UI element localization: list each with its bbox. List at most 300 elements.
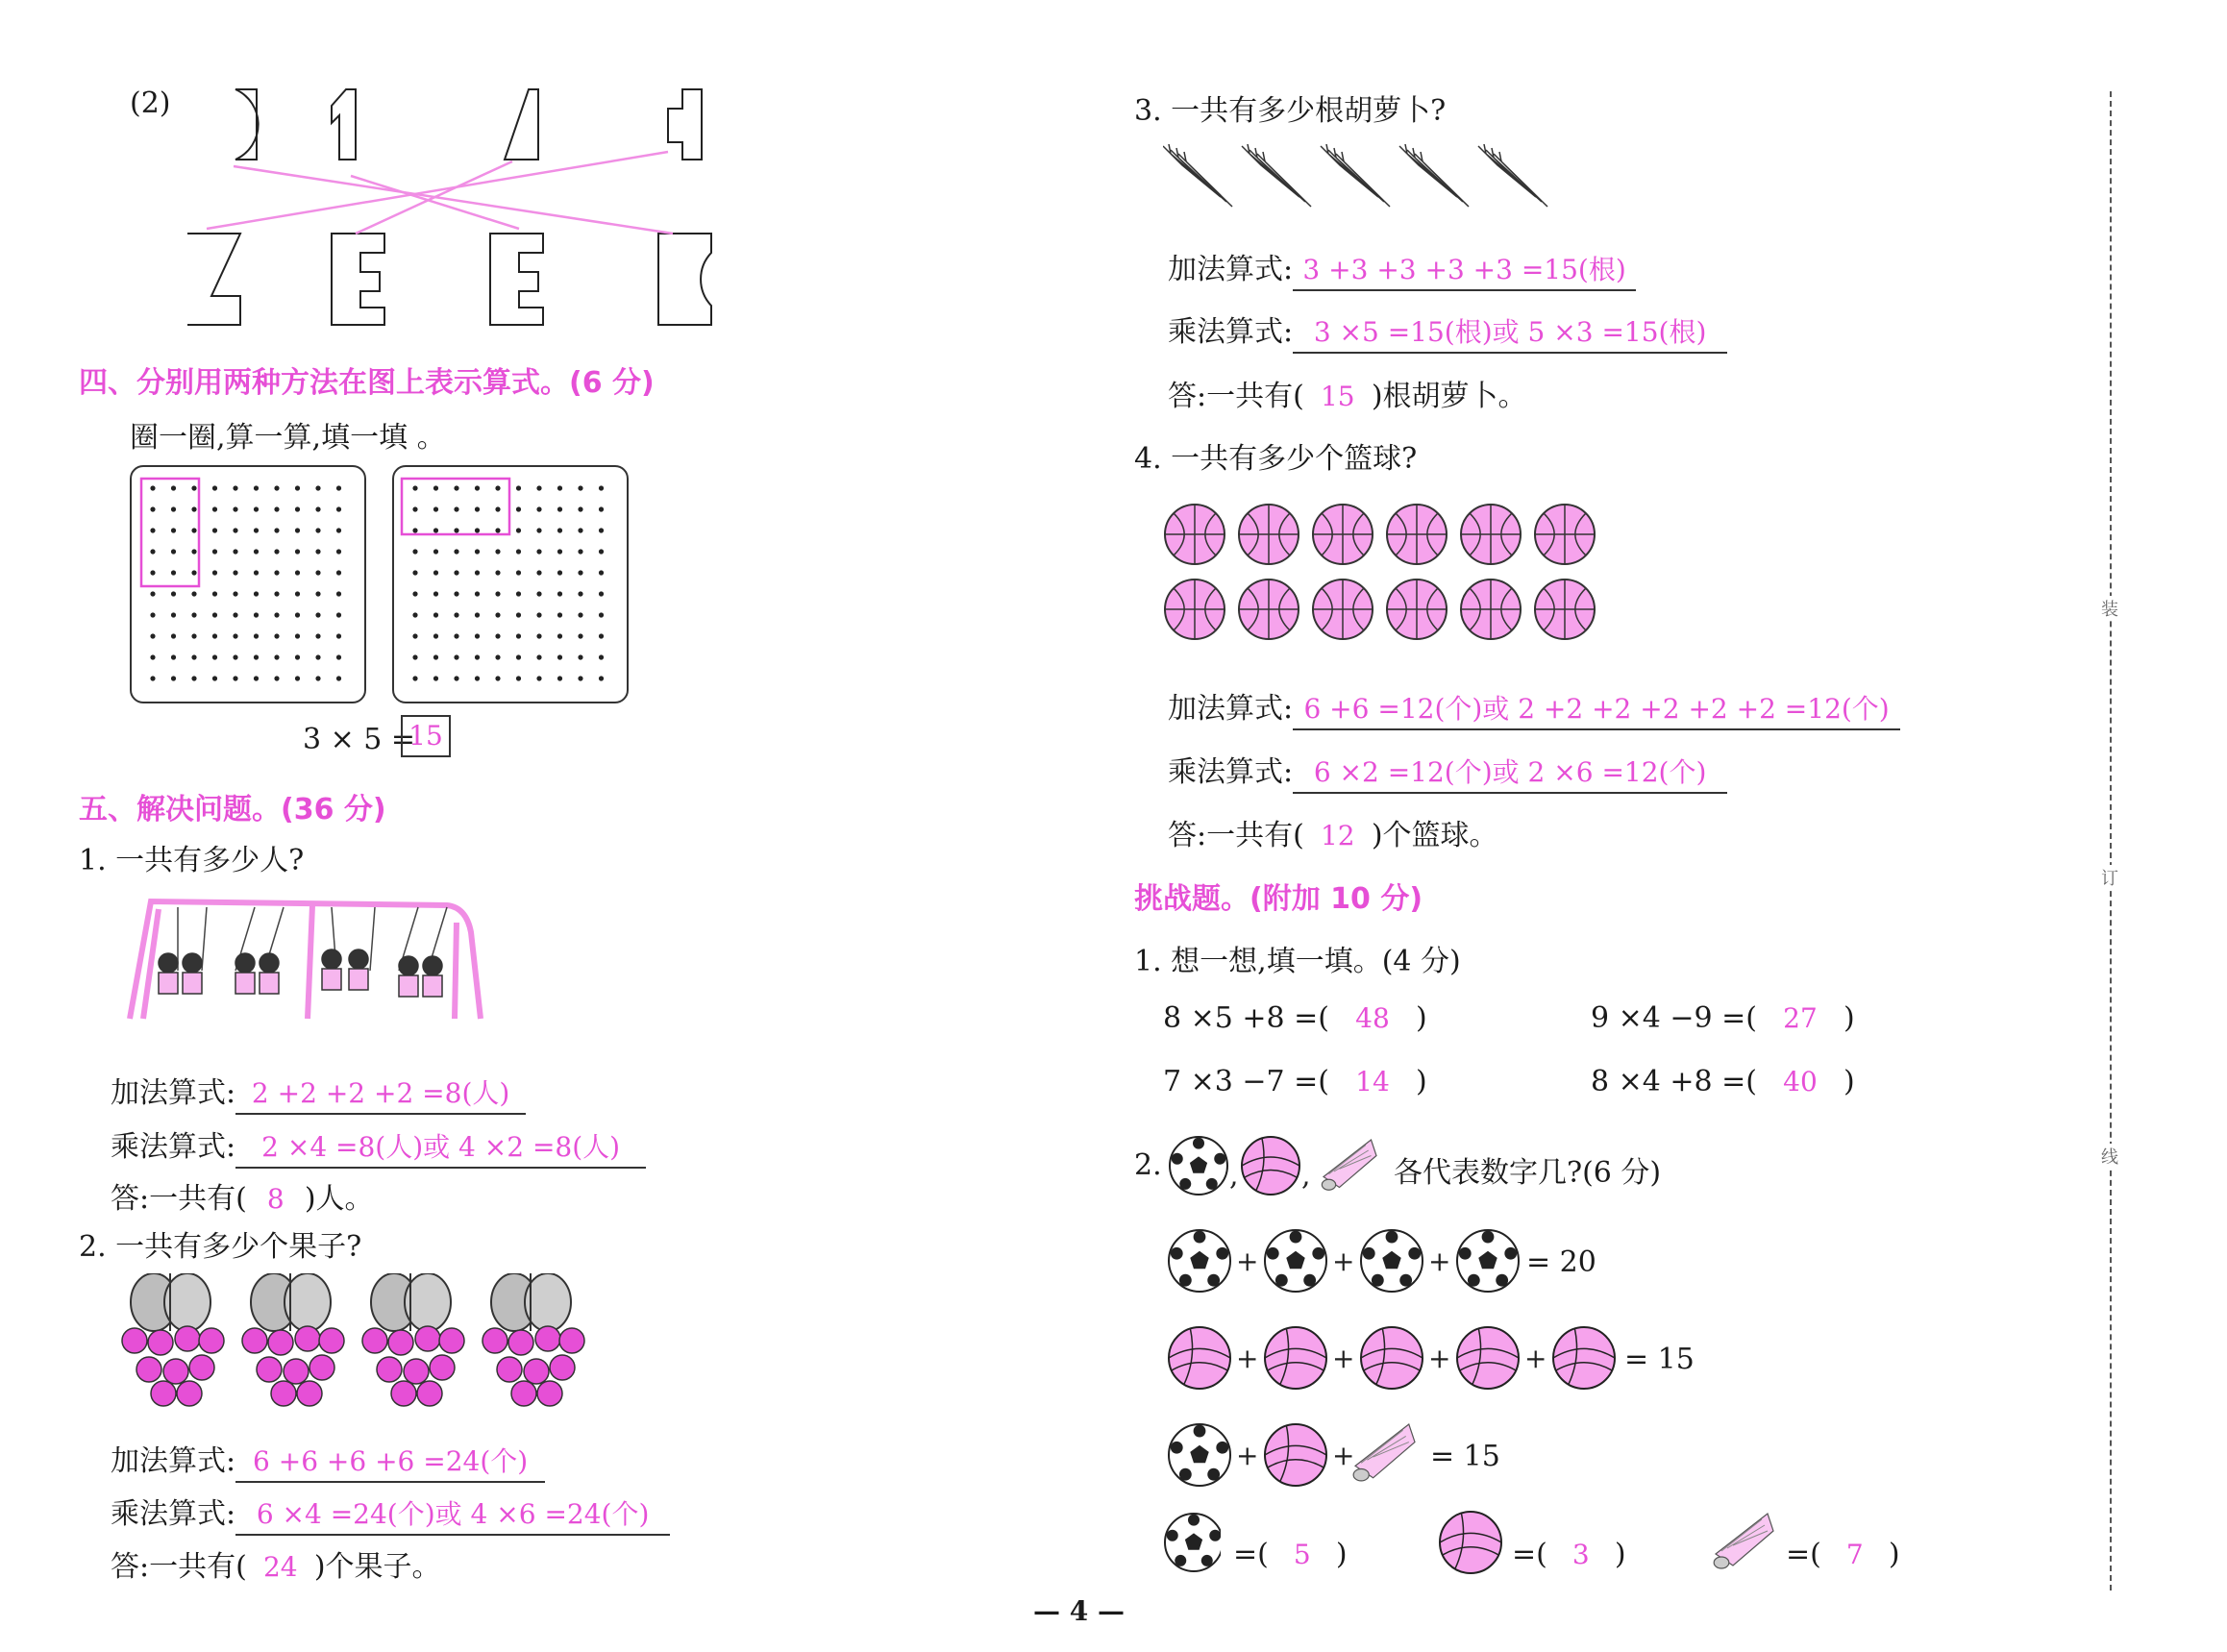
fruit (189, 1355, 214, 1380)
q4-mul-row (1168, 748, 1727, 794)
q4-mul-answer[interactable]: 6 ×2 =12(个)或 2 ×6 =12(个) (1293, 752, 1727, 794)
grid-dot (295, 676, 300, 680)
q2-add-answer[interactable]: 6 +6 +6 +6 =24(个) (235, 1441, 545, 1483)
grid-dot (433, 633, 438, 638)
soccer-eq: =( (1233, 1538, 1269, 1571)
grid-dot (150, 549, 155, 554)
grid-dot (212, 506, 217, 511)
grid-dot (578, 528, 582, 532)
fruit (497, 1357, 522, 1382)
grid-dot (412, 612, 417, 617)
basketball (1461, 505, 1521, 564)
svg-text:,: , (1229, 1159, 1239, 1193)
grid-dot (433, 506, 438, 511)
grid-dot (412, 591, 417, 596)
fruit (537, 1381, 562, 1406)
grid-dot (171, 633, 176, 638)
grid-dot (150, 506, 155, 511)
volleyball-answer-icon (1437, 1509, 1504, 1576)
dots-left (132, 467, 364, 702)
grid-dot (315, 549, 320, 554)
grid-dot (171, 654, 176, 659)
grid-dot (336, 654, 341, 659)
grid-dot (150, 570, 155, 575)
c1-item-3 (1163, 1065, 1427, 1098)
c1-item-1-expr: 8 ×5 +8 =( (1163, 1001, 1329, 1035)
grid-dot (475, 612, 480, 617)
q1-add-row (111, 1069, 526, 1115)
circle-highlight-left (141, 479, 199, 586)
grid-dot (495, 633, 500, 638)
grid-dot (536, 591, 541, 596)
grid-dot (212, 676, 217, 680)
grid-dot (233, 612, 237, 617)
shuttlecock-answer[interactable]: 7 (1845, 1539, 1864, 1570)
grid-dot (578, 570, 582, 575)
grid-dot (191, 506, 196, 511)
grid-dot (475, 676, 480, 680)
plus-sign: + (1332, 1440, 1355, 1471)
fruit (175, 1326, 200, 1351)
grid-dot (295, 485, 300, 490)
grid-dot (212, 612, 217, 617)
grid-dot (516, 506, 521, 511)
grid-dot (454, 485, 458, 490)
fruit (415, 1326, 440, 1351)
challenge1-question: 1. 想一想,填一填。(4 分) (1134, 945, 1461, 978)
soccer-ball (1165, 1514, 1221, 1571)
grid-dot (274, 485, 279, 490)
grid-dot (295, 591, 300, 596)
grid-dot (274, 591, 279, 596)
grid-dot (433, 528, 438, 532)
fruit (199, 1328, 224, 1353)
grid-dot (233, 591, 237, 596)
grid-dot (475, 591, 480, 596)
shuttlecock (1353, 1424, 1415, 1481)
grid-dot (557, 633, 562, 638)
grid-dot (254, 591, 259, 596)
grid-dot (274, 633, 279, 638)
grid-dot (475, 654, 480, 659)
c1-item-4 (1591, 1065, 1855, 1098)
section4-answer-box[interactable]: 15 (401, 715, 451, 757)
volleyball (1553, 1327, 1615, 1389)
grid-dot (516, 591, 521, 596)
grid-dot (336, 528, 341, 532)
basketball (1313, 505, 1373, 564)
q4-ans-prefix: 答:一共有( (1168, 819, 1304, 852)
plus-sign: + (1524, 1343, 1547, 1374)
grid-dot (433, 485, 438, 490)
plus-sign: + (1332, 1343, 1355, 1374)
c1-item-2 (1591, 1001, 1855, 1035)
c1-item-4-expr: 8 ×4 +8 =( (1591, 1065, 1757, 1098)
grid-dot (171, 676, 176, 680)
grid-dot (599, 528, 604, 532)
grid-dot (599, 676, 604, 680)
shuttlecock-answer-row (1786, 1538, 1900, 1571)
grid-dot (336, 612, 341, 617)
q2-question: 2. 一共有多少个果子? (79, 1230, 362, 1264)
q4-ans-value[interactable]: 12 (1320, 820, 1355, 851)
grid-dot (536, 549, 541, 554)
grid-dot (412, 654, 417, 659)
grid-dot (212, 528, 217, 532)
grid-dot (412, 549, 417, 554)
grid-dot (599, 485, 604, 490)
grid-dot (599, 633, 604, 638)
grid-dot (412, 528, 417, 532)
grid-dot (315, 591, 320, 596)
svg-text:,: , (1301, 1159, 1311, 1193)
q3-question: 3. 一共有多少根胡萝卜? (1134, 94, 1447, 128)
challenge-title: 挑战题。(附加 10 分) (1134, 882, 1423, 916)
section4-title: 四、分别用两种方法在图上表示算式。(6 分) (79, 366, 655, 400)
carrot-bundle (1321, 144, 1390, 207)
grid-dot (433, 676, 438, 680)
fruit-bunch (483, 1273, 584, 1406)
grid-dot (495, 485, 500, 490)
soccer-ball (1170, 1137, 1227, 1195)
grid-dot (336, 485, 341, 490)
grid-dot (150, 676, 155, 680)
q3-ans-value[interactable]: 15 (1320, 381, 1355, 412)
binding-mark-3: 线 (2101, 1144, 2118, 1169)
basketballs-illustration (1163, 498, 1615, 647)
grid-dot (254, 676, 259, 680)
grid-dot (233, 633, 237, 638)
fruit (417, 1381, 442, 1406)
volleyball (1169, 1327, 1230, 1389)
grid-dot (171, 570, 176, 575)
fruit-bunch (122, 1273, 224, 1406)
grid-dot (536, 654, 541, 659)
fruit (483, 1328, 507, 1353)
basketball (1239, 579, 1299, 639)
grid-dot (454, 506, 458, 511)
fruit (295, 1326, 320, 1351)
grid-dot (171, 528, 176, 532)
grid-dot (433, 549, 438, 554)
fruit (508, 1330, 533, 1355)
grid-dot (516, 528, 521, 532)
grid-dot (233, 676, 237, 680)
c1-item-4-answer[interactable]: 40 (1783, 1066, 1818, 1097)
fruit (362, 1328, 387, 1353)
q3-answer-row (1168, 372, 1527, 414)
basketball (1165, 579, 1225, 639)
basketball (1165, 505, 1225, 564)
basketball (1535, 505, 1595, 564)
section4-equation: 3 × 5 = (303, 723, 416, 756)
grid-dot (191, 633, 196, 638)
q3-mul-label: 乘法算式: (1168, 315, 1294, 349)
grid-dot (536, 506, 541, 511)
grid-dot (254, 485, 259, 490)
grid-dot (150, 633, 155, 638)
fruit (559, 1328, 584, 1353)
plus-sign: + (1236, 1440, 1259, 1471)
q3-mul-answer[interactable]: 3 ×5 =15(根)或 5 ×3 =15(根) (1293, 311, 1727, 354)
fruit (524, 1359, 549, 1384)
grid-dot (599, 506, 604, 511)
q1-ans-value[interactable]: 8 (266, 1183, 285, 1215)
soccer-ball (1457, 1230, 1519, 1292)
grid-dot (599, 654, 604, 659)
grid-dot (475, 570, 480, 575)
fruit (177, 1381, 202, 1406)
c1-item-2-answer[interactable]: 27 (1783, 1002, 1818, 1034)
grid-dot (557, 485, 562, 490)
grid-dot (315, 654, 320, 659)
grid-dot (557, 549, 562, 554)
c1-item-3-close: ) (1415, 1065, 1427, 1098)
grid-dot (171, 612, 176, 617)
volleyball (1440, 1512, 1501, 1573)
c2-prefix: 2. (1134, 1148, 1162, 1182)
grid-dot (191, 570, 196, 575)
fruit (297, 1381, 322, 1406)
grid-dot (578, 676, 582, 680)
c1-item-3-answer[interactable]: 14 (1355, 1066, 1390, 1097)
grid-dot (295, 633, 300, 638)
volleyball-answer[interactable]: 3 (1571, 1539, 1590, 1570)
carrot-bundle (1399, 144, 1469, 207)
shuttlecock (1714, 1514, 1773, 1568)
grid-dot (516, 549, 521, 554)
grid-dot (254, 633, 259, 638)
grid-dot (254, 654, 259, 659)
fruit (388, 1330, 413, 1355)
grid-dot (295, 612, 300, 617)
q4-add-label: 加法算式: (1168, 692, 1294, 726)
grid-dot (454, 654, 458, 659)
grid-dot (315, 612, 320, 617)
grid-dot (412, 506, 417, 511)
grid-dot (495, 654, 500, 659)
grid-dot (295, 528, 300, 532)
q2-ans-suffix: )个果子。 (313, 1550, 441, 1584)
grid-dot (171, 485, 176, 490)
fruit (136, 1357, 161, 1382)
grid-dot (191, 612, 196, 617)
grid-dot (336, 591, 341, 596)
grid-dot (578, 506, 582, 511)
dots-right (394, 467, 627, 702)
grid-dot (336, 506, 341, 511)
grid-dot (171, 549, 176, 554)
bottom-piece-2 (332, 234, 384, 325)
basketball (1387, 505, 1447, 564)
grid-dot (171, 506, 176, 511)
dot-grid-left (130, 465, 366, 703)
grid-dot (599, 612, 604, 617)
grid-dot (191, 528, 196, 532)
grid-dot (578, 549, 582, 554)
grid-dot (495, 676, 500, 680)
q3-mul-row (1168, 308, 1727, 354)
grid-dot (233, 506, 237, 511)
grid-dot (233, 654, 237, 659)
plus-sign: + (1428, 1343, 1451, 1374)
grid-dot (315, 485, 320, 490)
shuttle-close: ) (1888, 1538, 1900, 1571)
c1-item-1-close: ) (1415, 1001, 1427, 1035)
c1-item-2-expr: 9 ×4 −9 =( (1591, 1001, 1757, 1035)
q1-mul-row (111, 1122, 646, 1169)
grid-dot (150, 612, 155, 617)
grid-dot (315, 528, 320, 532)
c1-item-1-answer[interactable]: 48 (1355, 1002, 1390, 1034)
grid-dot (536, 612, 541, 617)
grid-dot (475, 549, 480, 554)
fruit (319, 1328, 344, 1353)
shape-matching-figure (187, 85, 726, 339)
grid-dot (578, 654, 582, 659)
fruit-bunches-illustration (111, 1273, 591, 1418)
grid-dot (454, 612, 458, 617)
c2-eq3-result: = 15 (1430, 1440, 1500, 1473)
q2-add-row (111, 1437, 545, 1483)
grid-dot (516, 676, 521, 680)
grid-dot (336, 633, 341, 638)
bottom-piece-1 (187, 234, 240, 325)
c2-eq2-result: = 15 (1624, 1343, 1695, 1376)
soccer-ball (1169, 1230, 1230, 1292)
fruit (163, 1359, 188, 1384)
soccer-ball (1361, 1230, 1423, 1292)
grid-dot (536, 570, 541, 575)
c2-header-icons (1165, 1132, 1386, 1199)
match-label: (2) (130, 86, 171, 120)
fruit (271, 1381, 296, 1406)
grid-dot (315, 633, 320, 638)
carrot-bundles-illustration (1163, 144, 1567, 216)
plus-sign: + (1236, 1245, 1259, 1277)
grid-dot (433, 612, 438, 617)
grid-dot (295, 549, 300, 554)
q1-question: 1. 一共有多少人? (79, 844, 305, 877)
plus-sign: + (1428, 1245, 1451, 1277)
grid-dot (516, 633, 521, 638)
dot-grid-right (392, 465, 629, 703)
q4-mul-label: 乘法算式: (1168, 755, 1294, 789)
q1-add-label: 加法算式: (111, 1076, 236, 1110)
grid-dot (412, 676, 417, 680)
shuttle-eq: =( (1786, 1538, 1821, 1571)
grid-dot (336, 549, 341, 554)
shuttlecock-answer-icon (1711, 1509, 1788, 1576)
grid-dot (233, 485, 237, 490)
grid-dot (233, 528, 237, 532)
grid-dot (295, 654, 300, 659)
q4-answer-row (1168, 811, 1498, 853)
q2-mul-answer[interactable]: 6 ×4 =24(个)或 4 ×6 =24(个) (235, 1493, 670, 1536)
section4-instruction: 圈一圈,算一算,填一填 。 (130, 421, 446, 455)
q4-ans-suffix: )个篮球。 (1371, 819, 1498, 852)
binding-mark-1: 装 (2101, 596, 2118, 621)
grid-dot (557, 570, 562, 575)
q1-mul-answer[interactable]: 2 ×4 =8(人)或 4 ×2 =8(人) (235, 1126, 646, 1169)
swing-set-illustration (120, 894, 529, 1023)
grid-dot (191, 485, 196, 490)
grid-dot (254, 549, 259, 554)
fruit (430, 1355, 455, 1380)
soccer-ball-answer-icon (1163, 1509, 1221, 1576)
soccer-ball (1169, 1424, 1230, 1486)
bottom-piece-4 (658, 234, 711, 325)
c1-item-4-close: ) (1843, 1065, 1855, 1098)
grid-dot (212, 485, 217, 490)
fruit (268, 1330, 293, 1355)
grid-dot (495, 549, 500, 554)
fruit (242, 1328, 267, 1353)
q4-question: 4. 一共有多少个篮球? (1134, 442, 1418, 476)
grid-dot (254, 528, 259, 532)
c1-item-1 (1163, 1001, 1427, 1035)
top-piece-4 (668, 89, 702, 160)
carrot-bundle (1478, 144, 1547, 207)
grid-dot (433, 654, 438, 659)
grid-dot (412, 570, 417, 575)
volleyball (1242, 1137, 1299, 1195)
q1-add-answer[interactable]: 2 +2 +2 +2 =8(人) (235, 1073, 526, 1115)
grid-dot (495, 570, 500, 575)
grid-dot (274, 612, 279, 617)
q2-add-label: 加法算式: (111, 1444, 236, 1478)
grid-dot (336, 676, 341, 680)
grid-dot (557, 612, 562, 617)
soccer-answer[interactable]: 5 (1293, 1539, 1311, 1570)
grid-dot (412, 485, 417, 490)
page-number: — 4 — (1033, 1595, 1125, 1627)
q4-add-answer[interactable]: 6 +6 =12(个)或 2 +2 +2 +2 +2 +2 =12(个) (1293, 688, 1900, 730)
grid-dot (150, 591, 155, 596)
grid-dot (495, 506, 500, 511)
grid-dot (233, 549, 237, 554)
grid-dot (475, 485, 480, 490)
grid-dot (516, 570, 521, 575)
q2-ans-value[interactable]: 24 (262, 1551, 298, 1583)
plus-sign: + (1236, 1343, 1259, 1374)
q1-ans-suffix: )人。 (304, 1182, 374, 1216)
grid-dot (495, 528, 500, 532)
fruit (122, 1328, 147, 1353)
q3-ans-prefix: 答:一共有( (1168, 380, 1304, 413)
fruit (148, 1330, 173, 1355)
top-piece-1 (235, 89, 259, 160)
grid-dot (150, 528, 155, 532)
grid-dot (433, 591, 438, 596)
grid-dot (295, 570, 300, 575)
grid-dot (150, 654, 155, 659)
volleyball-answer-row (1512, 1538, 1626, 1571)
grid-dot (475, 506, 480, 511)
fruit (284, 1359, 309, 1384)
grid-dot (233, 570, 237, 575)
c2-question: 各代表数字几?(6 分) (1394, 1156, 1662, 1190)
grid-dot (274, 549, 279, 554)
grid-dot (578, 591, 582, 596)
basketball (1461, 579, 1521, 639)
grid-dot (578, 633, 582, 638)
volleyball (1265, 1327, 1326, 1389)
q3-add-answer[interactable]: 3 +3 +3 +3 +3 =15(根) (1293, 249, 1636, 291)
soccer-ball (1265, 1230, 1326, 1292)
q2-mul-label: 乘法算式: (111, 1497, 236, 1531)
grid-dot (495, 591, 500, 596)
